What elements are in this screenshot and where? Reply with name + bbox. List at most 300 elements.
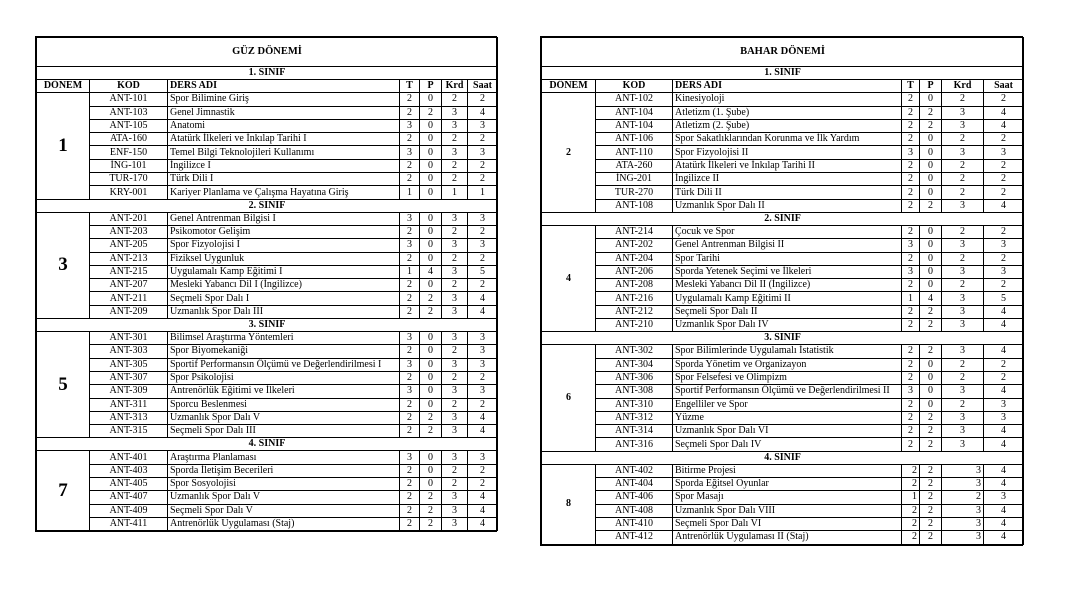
course-credits: 2 <box>942 371 984 384</box>
course-practice-hours: 0 <box>420 332 442 345</box>
course-name: Spor Fizyolojisi I <box>168 239 400 252</box>
course-name: Antrenörlük Uygulaması II (Staj) <box>673 531 902 544</box>
course-code: ATA-160 <box>90 133 168 146</box>
course-code: ANT-203 <box>90 225 168 238</box>
course-row <box>37 106 498 119</box>
year-label: 3. SINIF <box>542 332 1024 345</box>
course-code: ANT-403 <box>90 464 168 477</box>
course-total-hours: 4 <box>984 464 1024 477</box>
course-name: Spor Biyomekaniği <box>168 345 400 358</box>
bahar-semester-table <box>540 36 1023 546</box>
course-theory-hours: 2 <box>400 345 420 358</box>
course-row <box>542 438 1024 451</box>
col-header-krd: Krd <box>942 80 984 93</box>
course-row <box>37 358 498 371</box>
course-total-hours: 2 <box>468 464 498 477</box>
course-credits: 3 <box>442 106 468 119</box>
course-code: ANT-216 <box>596 292 673 305</box>
course-row <box>542 225 1024 238</box>
course-practice-hours: 2 <box>420 411 442 424</box>
course-total-hours: 4 <box>984 425 1024 438</box>
course-row <box>37 173 498 186</box>
course-theory-hours: 3 <box>400 119 420 132</box>
course-code: ANT-315 <box>90 425 168 438</box>
course-practice-hours: 0 <box>920 239 942 252</box>
course-practice-hours: 0 <box>420 146 442 159</box>
term-title: GÜZ DÖNEMİ <box>37 38 498 67</box>
course-row <box>37 252 498 265</box>
course-theory-hours: 2 <box>400 252 420 265</box>
course-practice-hours: 2 <box>420 504 442 517</box>
course-total-hours: 3 <box>984 265 1024 278</box>
year-header-row <box>37 199 498 212</box>
course-row <box>542 93 1024 106</box>
course-total-hours: 2 <box>984 252 1024 265</box>
course-row <box>542 491 1024 504</box>
year-label: 4. SINIF <box>542 451 1024 464</box>
course-row <box>542 345 1024 358</box>
course-name: Sporda Yönetim ve Organizayon <box>673 358 902 371</box>
course-code: ANT-204 <box>596 252 673 265</box>
course-practice-hours: 0 <box>420 451 442 464</box>
course-total-hours: 4 <box>984 305 1024 318</box>
course-credits: 3 <box>942 292 984 305</box>
course-row <box>542 119 1024 132</box>
course-total-hours: 2 <box>468 478 498 491</box>
course-row <box>37 265 498 278</box>
course-practice-hours: 0 <box>920 133 942 146</box>
course-total-hours: 4 <box>984 531 1024 544</box>
course-row <box>542 385 1024 398</box>
course-code: ANT-108 <box>596 199 673 212</box>
course-code: ANT-110 <box>596 146 673 159</box>
course-practice-hours: 0 <box>420 385 442 398</box>
course-total-hours: 2 <box>468 93 498 106</box>
course-practice-hours: 0 <box>920 279 942 292</box>
col-header-krd: Krd <box>442 80 468 93</box>
course-name: Bilimsel Araştırma Yöntemleri <box>168 332 400 345</box>
course-row <box>37 464 498 477</box>
course-code: TUR-270 <box>596 186 673 199</box>
course-code: ANT-316 <box>596 438 673 451</box>
course-name: Spor Psikolojisi <box>168 371 400 384</box>
course-name: Fiziksel Uygunluk <box>168 252 400 265</box>
course-practice-hours: 2 <box>420 106 442 119</box>
course-practice-hours: 2 <box>920 504 942 517</box>
course-code: İNG-201 <box>596 173 673 186</box>
course-total-hours: 2 <box>468 371 498 384</box>
course-practice-hours: 0 <box>420 371 442 384</box>
course-code: ANT-406 <box>596 491 673 504</box>
col-header-t: T <box>902 80 920 93</box>
course-row <box>37 119 498 132</box>
course-code: ANT-309 <box>90 385 168 398</box>
course-name: Anatomi <box>168 119 400 132</box>
course-total-hours: 2 <box>468 133 498 146</box>
course-theory-hours: 2 <box>400 279 420 292</box>
course-name: Atatürk İlkeleri ve İnkılap Tarihi II <box>673 159 902 172</box>
course-name: Spor Masajı <box>673 491 902 504</box>
course-row <box>37 279 498 292</box>
course-total-hours: 3 <box>984 146 1024 159</box>
course-practice-hours: 4 <box>420 265 442 278</box>
course-credits: 3 <box>942 199 984 212</box>
course-practice-hours: 2 <box>920 464 942 477</box>
course-name: Kinesiyoloji <box>673 93 902 106</box>
course-code: ANT-404 <box>596 478 673 491</box>
course-row <box>542 186 1024 199</box>
course-code: ANT-410 <box>596 517 673 530</box>
course-practice-hours: 0 <box>420 345 442 358</box>
course-practice-hours: 2 <box>420 425 442 438</box>
course-credits: 3 <box>442 425 468 438</box>
course-name: Sportif Performansın Ölçümü ve Değerlendirilmesi I <box>168 358 400 371</box>
col-header-saat: Saat <box>984 80 1024 93</box>
course-name: Spor Sakatlıklarından Korunma ve İlk Yardım <box>673 133 902 146</box>
course-name: Seçmeli Spor Dalı III <box>168 425 400 438</box>
course-name: Türk Dili I <box>168 173 400 186</box>
course-total-hours: 4 <box>468 491 498 504</box>
course-credits: 2 <box>442 252 468 265</box>
course-name: Sporcu Beslenmesi <box>168 398 400 411</box>
course-theory-hours: 3 <box>400 358 420 371</box>
course-total-hours: 4 <box>984 385 1024 398</box>
course-code: ANT-213 <box>90 252 168 265</box>
course-practice-hours: 0 <box>920 398 942 411</box>
course-code: ANT-304 <box>596 358 673 371</box>
course-practice-hours: 0 <box>920 186 942 199</box>
col-header-ders-adi: DERS ADI <box>673 80 902 93</box>
course-row <box>37 398 498 411</box>
course-practice-hours: 2 <box>420 491 442 504</box>
course-theory-hours: 3 <box>400 451 420 464</box>
course-total-hours: 2 <box>468 173 498 186</box>
course-row <box>542 319 1024 332</box>
course-total-hours: 4 <box>984 319 1024 332</box>
course-name: Kariyer Planlama ve Çalışma Hayatına Giriş <box>168 186 400 199</box>
col-header-donem: DÖNEM <box>37 80 90 93</box>
course-total-hours: 4 <box>984 345 1024 358</box>
course-practice-hours: 2 <box>920 491 942 504</box>
course-theory-hours: 3 <box>400 146 420 159</box>
col-header-p: P <box>920 80 942 93</box>
course-name: Uzmanlık Spor Dalı VIII <box>673 504 902 517</box>
col-header-kod: KOD <box>90 80 168 93</box>
course-row <box>37 451 498 464</box>
year-label: 1. SINIF <box>542 67 1024 80</box>
course-theory-hours: 2 <box>400 517 420 530</box>
course-credits: 3 <box>442 119 468 132</box>
course-theory-hours: 3 <box>902 146 920 159</box>
year-header-row <box>37 319 498 332</box>
course-row <box>542 305 1024 318</box>
course-total-hours: 4 <box>468 305 498 318</box>
course-total-hours: 2 <box>984 133 1024 146</box>
course-theory-hours: 3 <box>400 239 420 252</box>
course-credits: 3 <box>942 305 984 318</box>
course-total-hours: 2 <box>468 279 498 292</box>
course-name: Sporda Yetenek Seçimi ve İlkeleri <box>673 265 902 278</box>
semester-number: 1 <box>37 93 90 199</box>
course-code: İNG-101 <box>90 159 168 172</box>
course-practice-hours: 2 <box>920 517 942 530</box>
course-credits: 3 <box>942 106 984 119</box>
course-theory-hours: 2 <box>400 225 420 238</box>
course-name: Antrenörlük Uygulaması (Staj) <box>168 517 400 530</box>
course-total-hours: 3 <box>468 146 498 159</box>
course-total-hours: 3 <box>468 345 498 358</box>
course-theory-hours: 2 <box>902 464 920 477</box>
course-practice-hours: 0 <box>420 119 442 132</box>
course-total-hours: 4 <box>984 504 1024 517</box>
semester-number: 4 <box>542 225 596 331</box>
course-total-hours: 3 <box>468 332 498 345</box>
course-practice-hours: 0 <box>920 371 942 384</box>
course-code: ANT-215 <box>90 265 168 278</box>
year-header-row <box>542 67 1024 80</box>
year-header-row <box>542 451 1024 464</box>
course-row <box>37 425 498 438</box>
course-credits: 2 <box>942 491 984 504</box>
course-credits: 2 <box>442 398 468 411</box>
course-row <box>542 106 1024 119</box>
course-total-hours: 2 <box>984 279 1024 292</box>
year-label: 4. SINIF <box>37 438 498 451</box>
course-total-hours: 4 <box>984 119 1024 132</box>
course-code: ANT-102 <box>596 93 673 106</box>
course-credits: 3 <box>942 385 984 398</box>
course-total-hours: 4 <box>984 106 1024 119</box>
course-code: ANT-104 <box>596 119 673 132</box>
course-practice-hours: 2 <box>420 305 442 318</box>
course-row <box>37 491 498 504</box>
course-row <box>542 292 1024 305</box>
course-total-hours: 2 <box>468 252 498 265</box>
course-practice-hours: 2 <box>920 106 942 119</box>
course-theory-hours: 3 <box>400 332 420 345</box>
course-theory-hours: 2 <box>902 371 920 384</box>
course-total-hours: 5 <box>468 265 498 278</box>
course-total-hours: 2 <box>984 186 1024 199</box>
course-credits: 2 <box>942 279 984 292</box>
course-row <box>542 358 1024 371</box>
course-credits: 2 <box>442 279 468 292</box>
course-practice-hours: 0 <box>920 93 942 106</box>
course-row <box>37 517 498 530</box>
bahar-title-row <box>542 38 1024 67</box>
course-theory-hours: 3 <box>902 239 920 252</box>
course-practice-hours: 0 <box>920 173 942 186</box>
col-header-kod: KOD <box>596 80 673 93</box>
course-row <box>542 279 1024 292</box>
course-practice-hours: 0 <box>420 358 442 371</box>
year-header-row <box>37 67 498 80</box>
course-code: ANT-302 <box>596 345 673 358</box>
course-theory-hours: 3 <box>902 385 920 398</box>
course-credits: 3 <box>942 146 984 159</box>
course-code: ANT-412 <box>596 531 673 544</box>
course-credits: 2 <box>442 159 468 172</box>
course-row <box>37 371 498 384</box>
semester-number: 3 <box>37 212 90 318</box>
course-total-hours: 2 <box>984 93 1024 106</box>
course-credits: 2 <box>442 93 468 106</box>
course-credits: 1 <box>442 186 468 199</box>
year-label: 1. SINIF <box>37 67 498 80</box>
course-name: Yüzme <box>673 411 902 424</box>
course-theory-hours: 2 <box>400 478 420 491</box>
course-row <box>37 305 498 318</box>
course-code: ANT-313 <box>90 411 168 424</box>
course-theory-hours: 2 <box>400 173 420 186</box>
course-credits: 3 <box>442 451 468 464</box>
year-header-row <box>37 438 498 451</box>
course-theory-hours: 2 <box>902 305 920 318</box>
course-name: Araştırma Planlaması <box>168 451 400 464</box>
course-total-hours: 4 <box>468 504 498 517</box>
year-label: 2. SINIF <box>542 212 1024 225</box>
course-name: Genel Antrenman Bilgisi I <box>168 212 400 225</box>
course-code: ANT-206 <box>596 265 673 278</box>
course-code: ANT-205 <box>90 239 168 252</box>
course-practice-hours: 0 <box>420 133 442 146</box>
course-total-hours: 4 <box>984 517 1024 530</box>
course-code: ANT-104 <box>596 106 673 119</box>
course-code: ANT-306 <box>596 371 673 384</box>
course-total-hours: 3 <box>468 385 498 398</box>
course-credits: 2 <box>442 464 468 477</box>
course-theory-hours: 2 <box>902 517 920 530</box>
course-credits: 2 <box>942 398 984 411</box>
course-code: TUR-170 <box>90 173 168 186</box>
course-row <box>542 239 1024 252</box>
course-name: Türk Dili II <box>673 186 902 199</box>
course-code: ANT-401 <box>90 451 168 464</box>
course-credits: 3 <box>442 239 468 252</box>
semester-number: 2 <box>542 93 596 213</box>
course-code: ANT-307 <box>90 371 168 384</box>
course-total-hours: 3 <box>468 358 498 371</box>
course-theory-hours: 2 <box>902 225 920 238</box>
course-total-hours: 4 <box>468 106 498 119</box>
course-theory-hours: 2 <box>400 93 420 106</box>
course-row <box>542 173 1024 186</box>
guz-title-row <box>37 38 498 67</box>
course-name: Spor Sosyolojisi <box>168 478 400 491</box>
course-total-hours: 3 <box>468 212 498 225</box>
course-name: Seçmeli Spor Dalı VI <box>673 517 902 530</box>
course-practice-hours: 2 <box>920 425 942 438</box>
course-code: ANT-411 <box>90 517 168 530</box>
course-theory-hours: 2 <box>400 305 420 318</box>
course-name: Spor Fizyolojisi II <box>673 146 902 159</box>
course-theory-hours: 1 <box>400 265 420 278</box>
course-theory-hours: 2 <box>902 411 920 424</box>
course-total-hours: 4 <box>468 517 498 530</box>
course-practice-hours: 0 <box>420 225 442 238</box>
course-row <box>542 159 1024 172</box>
course-row <box>37 186 498 199</box>
course-code: ANT-308 <box>596 385 673 398</box>
course-row <box>542 411 1024 424</box>
course-theory-hours: 2 <box>902 358 920 371</box>
course-name: Seçmeli Spor Dalı IV <box>673 438 902 451</box>
course-name: Uygulamalı Kamp Eğitimi II <box>673 292 902 305</box>
guz-semester-table <box>35 36 497 532</box>
course-theory-hours: 2 <box>902 345 920 358</box>
course-credits: 3 <box>942 504 984 517</box>
course-code: ANT-210 <box>596 319 673 332</box>
course-code: ENF-150 <box>90 146 168 159</box>
course-name: Spor Felsefesi ve Olimpizm <box>673 371 902 384</box>
course-row <box>542 531 1024 544</box>
course-theory-hours: 2 <box>902 319 920 332</box>
course-row <box>37 133 498 146</box>
course-row <box>37 146 498 159</box>
course-practice-hours: 2 <box>920 119 942 132</box>
course-credits: 3 <box>442 517 468 530</box>
course-code: ANT-105 <box>90 119 168 132</box>
course-theory-hours: 2 <box>902 119 920 132</box>
course-name: İngilizce II <box>673 173 902 186</box>
year-header-row <box>542 212 1024 225</box>
course-credits: 2 <box>942 358 984 371</box>
course-code: ANT-211 <box>90 292 168 305</box>
course-row <box>37 292 498 305</box>
course-credits: 2 <box>942 252 984 265</box>
course-theory-hours: 2 <box>902 252 920 265</box>
course-code: ANT-207 <box>90 279 168 292</box>
course-theory-hours: 2 <box>902 133 920 146</box>
course-total-hours: 2 <box>468 159 498 172</box>
course-total-hours: 4 <box>468 411 498 424</box>
course-credits: 3 <box>942 425 984 438</box>
course-row <box>37 345 498 358</box>
course-credits: 3 <box>942 531 984 544</box>
course-theory-hours: 2 <box>902 478 920 491</box>
course-code: ANT-312 <box>596 411 673 424</box>
course-credits: 3 <box>942 517 984 530</box>
course-credits: 3 <box>442 358 468 371</box>
course-code: ANT-310 <box>596 398 673 411</box>
course-theory-hours: 2 <box>400 464 420 477</box>
course-total-hours: 2 <box>984 159 1024 172</box>
course-credits: 3 <box>942 345 984 358</box>
course-name: Atatürk İlkeleri ve İnkılap Tarihi I <box>168 133 400 146</box>
course-code: KRY-001 <box>90 186 168 199</box>
course-practice-hours: 2 <box>420 292 442 305</box>
course-credits: 3 <box>942 265 984 278</box>
course-practice-hours: 0 <box>920 265 942 278</box>
course-row <box>542 504 1024 517</box>
year-label: 3. SINIF <box>37 319 498 332</box>
course-credits: 2 <box>442 225 468 238</box>
course-row <box>37 411 498 424</box>
column-header-row <box>37 80 498 93</box>
course-name: Uzmanlık Spor Dalı III <box>168 305 400 318</box>
course-practice-hours: 0 <box>420 478 442 491</box>
course-theory-hours: 1 <box>902 491 920 504</box>
course-credits: 3 <box>442 504 468 517</box>
course-credits: 3 <box>442 385 468 398</box>
course-row <box>37 504 498 517</box>
course-practice-hours: 0 <box>920 385 942 398</box>
course-row <box>542 517 1024 530</box>
course-practice-hours: 2 <box>920 531 942 544</box>
course-name: Temel Bilgi Teknolojileri Kullanımı <box>168 146 400 159</box>
semester-number: 7 <box>37 451 90 531</box>
course-total-hours: 2 <box>984 358 1024 371</box>
